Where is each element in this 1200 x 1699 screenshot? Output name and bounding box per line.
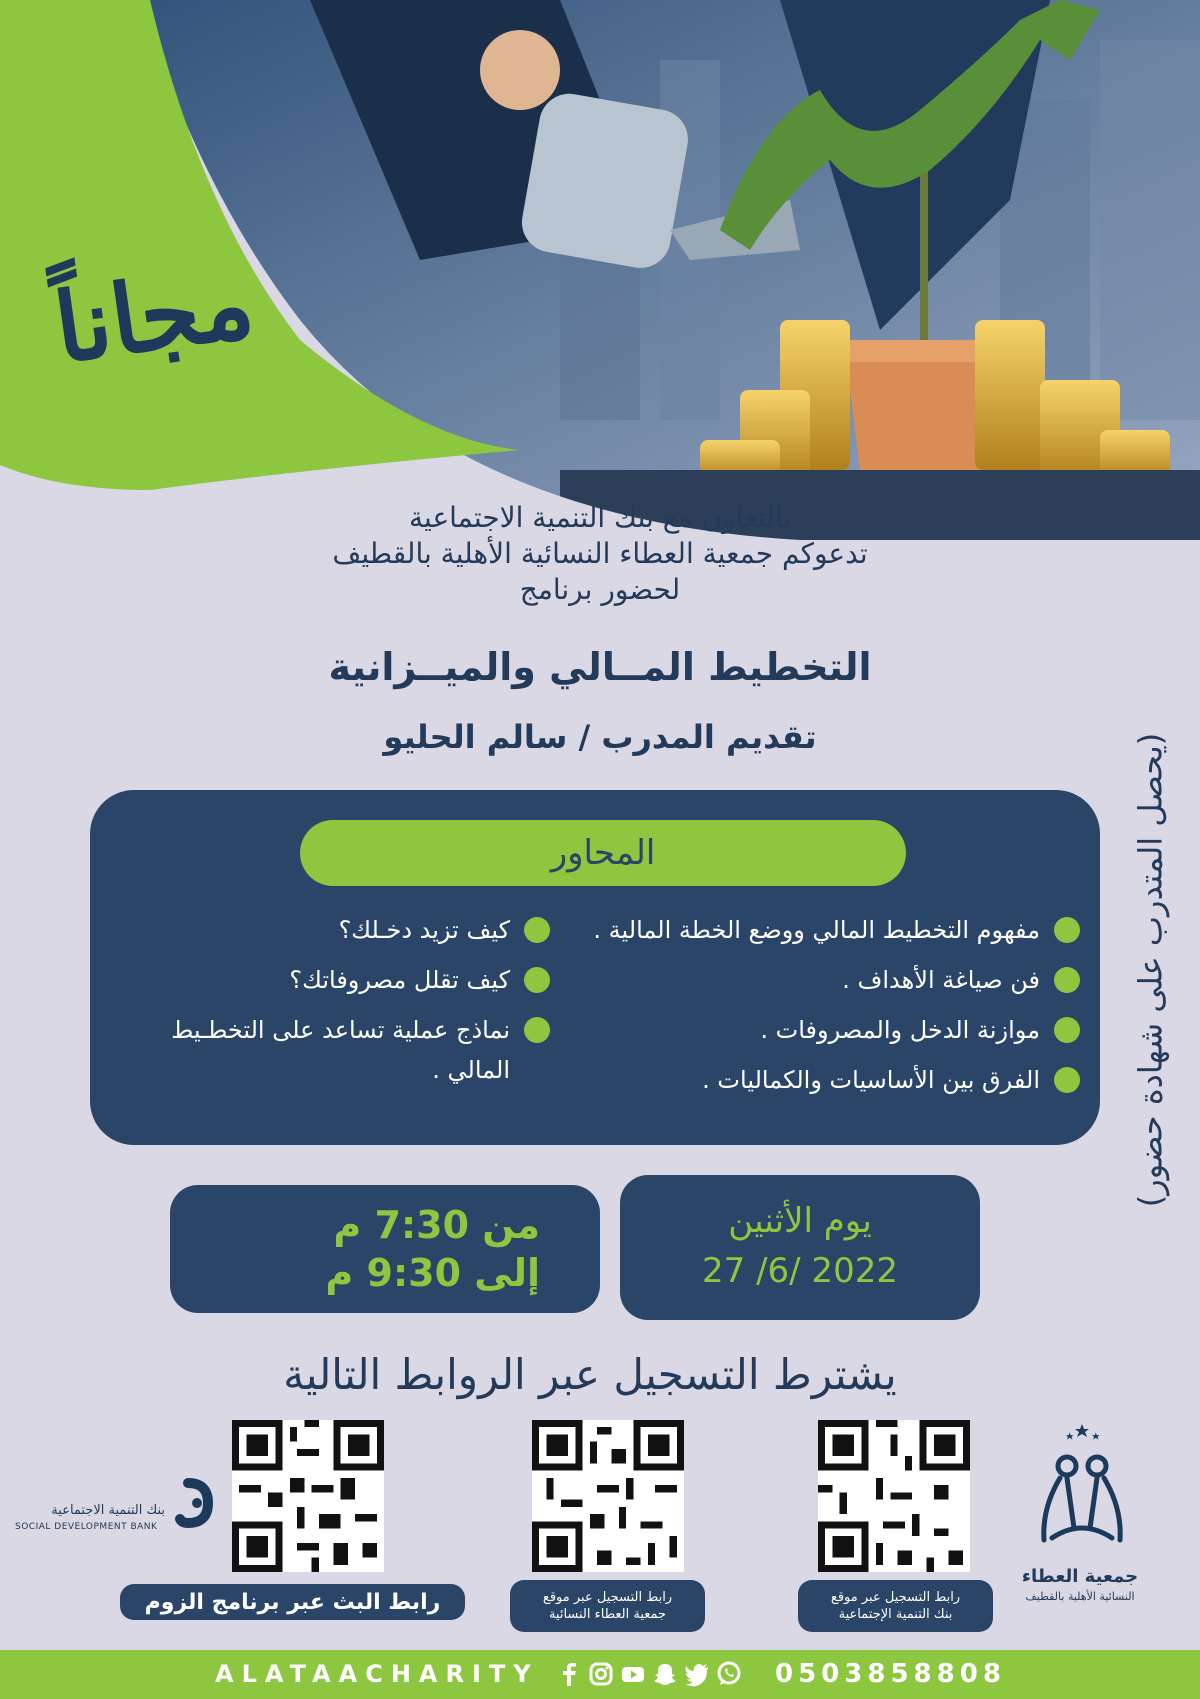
list-item-text: موازنة الدخل والمصروفات . (760, 1016, 1040, 1044)
list-item-text: كيف تقلل مصروفاتك؟ (289, 966, 510, 994)
list-item (540, 960, 1080, 1000)
ataa-subtitle: النسائية الأهلية بالقطيف (1025, 1590, 1135, 1603)
list-item-text: الفرق بين الأساسيات والكماليات . (702, 1066, 1040, 1094)
bullet-icon (1054, 917, 1080, 943)
list-item (540, 1060, 1080, 1100)
bullet-icon (524, 1017, 550, 1043)
qr-code-icon[interactable] (232, 1420, 384, 1572)
list-item-text: مفهوم التخطيط المالي ووضع الخطة المالية . (593, 916, 1040, 944)
zoom-link-label[interactable]: رابط البث عبر برنامج الزوم (120, 1584, 465, 1620)
twitter-icon[interactable] (683, 1660, 711, 1688)
sdb-name-en: SOCIAL DEVELOPMENT BANK (15, 1522, 158, 1532)
qr-code-icon[interactable] (818, 1420, 970, 1572)
list-item (540, 1010, 1080, 1050)
ataa-register-line-1: رابط التسجيل عبر موقع (542, 1590, 673, 1605)
snapchat-icon[interactable] (651, 1660, 679, 1688)
free-badge: مجاناً (47, 245, 261, 385)
list-item (150, 1010, 550, 1090)
ataa-logo-icon (1022, 1418, 1142, 1558)
youtube-icon[interactable] (619, 1660, 647, 1688)
time-from: من 7:30 م (333, 1203, 540, 1247)
bullet-icon (524, 917, 550, 943)
bank-register-line-2: بنك التنمية الإجتماعية (838, 1607, 953, 1622)
intro-line-2: تدعوكم جمعية العطاء النسائية الأهلية بالقطيف (332, 537, 868, 570)
date-panel (620, 1175, 980, 1320)
facebook-icon[interactable] (555, 1660, 583, 1688)
sdb-name-ar: بنك التنمية الاجتماعية (51, 1503, 165, 1518)
intro-text (250, 500, 950, 608)
social-icons (555, 1660, 743, 1690)
list-item-text: نماذج عملية تساعد على التخطـيط المالي . (171, 1016, 510, 1084)
ataa-name: جمعية العطاء (1021, 1566, 1139, 1587)
qr-code-icon[interactable] (532, 1420, 684, 1572)
trainer-name: تقديم المدرب / سالم الحليو (383, 718, 817, 756)
social-handle[interactable]: ALATAACHARITY (215, 1660, 539, 1688)
time-panel (170, 1185, 600, 1313)
program-title: التخطيط المــالي والميــزانية (328, 645, 872, 689)
axes-list-right (540, 910, 1080, 1110)
axes-heading: المحاور (300, 820, 906, 886)
bank-register-line-1: رابط التسجيل عبر موقع (830, 1590, 961, 1605)
list-item (540, 910, 1080, 950)
registration-title: يشترط التسجيل عبر الروابط التالية (283, 1350, 897, 1399)
bullet-icon (1054, 1067, 1080, 1093)
list-item (150, 910, 550, 950)
list-item (150, 960, 550, 1000)
bank-register-label[interactable] (798, 1580, 993, 1632)
whatsapp-icon[interactable] (715, 1660, 743, 1688)
instagram-icon[interactable] (587, 1660, 615, 1688)
axes-list-left (150, 910, 550, 1100)
list-item-text: فن صياغة الأهداف . (842, 966, 1040, 994)
event-date: 27 /6/ 2022 (702, 1251, 898, 1291)
time-to: إلى 9:30 م (325, 1251, 540, 1295)
bullet-icon (524, 967, 550, 993)
phone-number[interactable]: 0503858808 (775, 1659, 1006, 1689)
ataa-register-label[interactable] (510, 1580, 705, 1632)
day-label: يوم الأثنين (728, 1201, 872, 1241)
certificate-note-text: (يحصل المتدرب على شهادة حضور) (1131, 732, 1170, 1208)
bullet-icon (1054, 967, 1080, 993)
certificate-note (1130, 700, 1170, 1240)
bullet-icon (1054, 1017, 1080, 1043)
intro-line-1: بالتعاون مع بنك التنمية الاجتماعية (408, 501, 792, 534)
axes-panel (90, 790, 1100, 1145)
list-item-text: كيف تزيد دخـلك؟ (338, 916, 510, 944)
ataa-register-line-2: جمعية العطاء النسائية (548, 1607, 667, 1622)
intro-line-3: لحضور برنامج (519, 573, 681, 606)
